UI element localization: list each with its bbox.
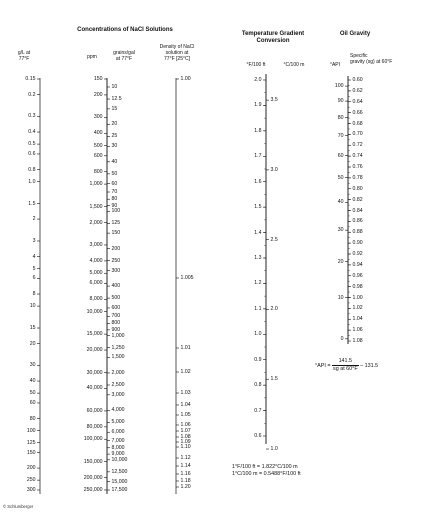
gl-tick-label: 100 [26, 427, 36, 434]
ppm-tick-label: 4,000 [89, 257, 103, 264]
api-tick-label: 30 [337, 227, 344, 234]
ppm-tick-label: 8,000 [89, 296, 103, 303]
ppm-tick-label: 400 [93, 130, 103, 137]
sg-tick-label: 1.04 [352, 316, 363, 323]
density-tick-label: 1.05 [180, 412, 191, 418]
grains-tick-label: 30 [111, 143, 118, 150]
f100-tick-label: 1.1 [254, 305, 262, 312]
api-tick-label: 50 [337, 174, 344, 181]
grains-tick-label: 17,500 [111, 487, 128, 493]
sg-tick-label: 0.94 [352, 261, 363, 268]
gl-tick-label: 0.2 [28, 91, 36, 98]
gl-tick-label: 40 [29, 378, 36, 385]
sg-tick-label: 1.02 [352, 305, 363, 312]
gl-tick-label: 2 [32, 216, 36, 223]
api-tick-label: 70 [337, 132, 344, 139]
oil-gravity-section-title: Oil Gravity [339, 31, 371, 37]
ppm-tick-label: 800 [93, 168, 103, 175]
grains-tick-label: 700 [111, 313, 121, 320]
api-tick-label: 60 [337, 152, 344, 159]
ppm-tick-label: 150 [93, 76, 103, 82]
ppm-tick-label: 500 [93, 142, 103, 149]
sg-tick-label: 0.66 [352, 109, 363, 116]
grains-header-line1: grains/gal [113, 50, 135, 56]
f100-tick-label: 1.7 [254, 153, 262, 160]
temperature-title-line1: Temperature Gradient [241, 31, 305, 37]
grains-tick-label: 150 [111, 230, 121, 237]
ppm-tick-label: 60,000 [86, 407, 103, 414]
sg-tick-label: 0.82 [352, 196, 363, 203]
grains-tick-label: 12,500 [111, 468, 128, 475]
sg-tick-label: 0.76 [352, 164, 363, 170]
grains-tick-label: 40 [111, 158, 118, 165]
f100-tick-label: 0.6 [254, 433, 262, 439]
grains-tick-label: 300 [111, 267, 121, 274]
formula-numerator: 141.5 [332, 358, 359, 366]
density-tick-label: 1.00 [180, 76, 191, 82]
f100-tick-label: 1.3 [254, 255, 262, 261]
grains-tick-label: 10 [111, 84, 118, 90]
ppm-tick-label: 100,000 [83, 436, 103, 443]
api-column-header: °API [329, 62, 341, 68]
grains-tick-label: 70 [111, 189, 118, 196]
density-tick-label: 1.14 [180, 463, 191, 469]
grains-tick-label: 90 [111, 202, 118, 209]
f100-tick-label: 1.6 [254, 178, 262, 185]
gl-header-line1: g/L at [17, 50, 31, 56]
ppm-tick-label: 1,000 [89, 181, 103, 188]
sg-tick-label: 1.08 [352, 338, 363, 344]
grains-tick-label: 4,000 [111, 407, 125, 414]
sg-tick-label: 0.64 [352, 98, 363, 105]
api-tick-label: 0 [340, 335, 344, 342]
formula-rhs: – 131.5 [360, 362, 379, 369]
sg-tick-label: 0.78 [352, 174, 363, 181]
ppm-tick-label: 3,000 [89, 241, 103, 248]
f100-tick-label: 1.8 [254, 127, 262, 134]
ppm-tick-label: 150,000 [83, 458, 103, 465]
gl-tick-label: 60 [29, 399, 36, 406]
f100ft-column-header: °F/100 ft [246, 62, 266, 68]
f100-tick-label: 0.7 [254, 407, 262, 414]
gl-tick-label: 0.3 [28, 113, 36, 120]
grains-tick-label: 125 [111, 220, 121, 227]
grains-tick-label: 400 [111, 283, 121, 290]
density-tick-label: 1.06 [180, 422, 191, 428]
sg-header-line1: Specific [350, 53, 368, 59]
grains-tick-label: 6,000 [111, 429, 125, 436]
f100-tick-label: 1.9 [254, 102, 262, 109]
c100-tick-label: 3.5 [270, 97, 278, 104]
grains-tick-label: 10,000 [111, 456, 128, 463]
density-tick-label: 1.01 [180, 345, 191, 351]
ppm-tick-label: 200 [93, 91, 103, 98]
ppm-tick-label: 40,000 [86, 385, 103, 392]
c100-tick-label: 1.0 [270, 446, 278, 453]
gl-tick-label: 300 [26, 487, 36, 493]
c100-tick-label: 2.0 [270, 306, 278, 313]
gl-tick-label: 0.6 [28, 150, 36, 157]
sg-tick-label: 0.80 [352, 185, 363, 192]
c100-tick-label: 1.5 [270, 376, 278, 383]
gl-tick-label: 250 [26, 477, 36, 484]
grains-tick-label: 2,500 [111, 381, 125, 388]
conversion-line2: 1°C/100 m = 0.5488°F/100 ft [232, 471, 301, 477]
api-tick-label: 100 [334, 83, 344, 90]
grains-tick-label: 50 [111, 170, 118, 177]
gl-tick-label: 200 [26, 465, 36, 472]
conversion-line1: 1°F/100 ft = 1.822°C/100 m [232, 464, 298, 470]
grains-tick-label: 250 [111, 257, 121, 264]
sg-header-line2: gravity (sg) at 60°F [350, 59, 393, 65]
ppm-tick-label: 2,000 [89, 219, 103, 226]
gl-tick-label: 1.0 [28, 178, 36, 185]
formula-lhs: °API = [315, 362, 331, 369]
api-tick-label: 80 [337, 114, 344, 121]
grains-tick-label: 1,000 [111, 332, 125, 339]
ppm-tick-label: 80,000 [86, 423, 103, 430]
conversion-notes [232, 464, 301, 478]
nacl-section-title: Concentrations of NaCl Solutions [77, 27, 173, 33]
grains-tick-label: 7,000 [111, 437, 125, 444]
gl-tick-label: 80 [29, 415, 36, 422]
ppm-tick-label: 200,000 [83, 474, 103, 481]
c100-tick-label: 3.0 [270, 166, 278, 173]
gl-tick-label: 50 [29, 390, 36, 397]
api-tick-label: 20 [337, 258, 344, 265]
grains-tick-label: 900 [111, 326, 121, 333]
f100-tick-label: 1.2 [254, 280, 262, 287]
formula-fraction [332, 358, 359, 373]
f100-tick-label: 0.8 [254, 382, 262, 389]
ppm-tick-label: 1,500 [89, 203, 103, 210]
density-header-line2: solution at [165, 50, 189, 56]
sg-tick-label: 0.86 [352, 218, 363, 225]
gl-tick-label: 150 [26, 449, 36, 456]
gl-tick-label: 5 [32, 265, 36, 272]
ppm-column-header: ppm [87, 54, 97, 60]
ppm-tick-label: 5,000 [89, 270, 103, 277]
api-tick-label: 40 [337, 199, 344, 206]
f100-tick-label: 0.9 [254, 356, 262, 363]
sg-tick-label: 0.68 [352, 120, 363, 127]
f100-tick-label: 1.0 [254, 331, 262, 338]
grains-tick-label: 3,000 [111, 391, 125, 398]
grains-tick-label: 8,000 [111, 444, 125, 451]
gl-tick-label: 0.15 [25, 76, 36, 82]
grains-tick-label: 500 [111, 295, 121, 302]
api-tick-label: 90 [337, 98, 344, 105]
f100-tick-label: 1.4 [254, 229, 262, 236]
f100-tick-label: 1.5 [254, 204, 262, 211]
api-tick-label: 10 [337, 294, 344, 301]
grains-tick-label: 20 [111, 121, 118, 128]
ppm-tick-label: 250,000 [83, 487, 103, 493]
grains-tick-label: 600 [111, 304, 121, 311]
grains-tick-label: 15 [111, 105, 118, 112]
temperature-title-line2: Conversion [256, 38, 290, 44]
grains-tick-label: 5,000 [111, 419, 125, 426]
ppm-tick-label: 600 [93, 152, 103, 159]
gl-tick-label: 1.5 [28, 200, 36, 207]
sg-tick-label: 0.70 [352, 131, 363, 138]
sg-tick-label: 0.88 [352, 229, 363, 236]
density-tick-label: 1.03 [180, 390, 191, 396]
grains-tick-label: 25 [111, 133, 118, 140]
grains-header-line2: at 77°F [115, 56, 133, 62]
gl-tick-label: 20 [29, 340, 36, 347]
gl-tick-label: 15 [29, 325, 36, 331]
grains-tick-label: 80 [111, 196, 118, 203]
density-tick-label: 1.20 [180, 484, 191, 490]
ppm-tick-label: 300 [93, 114, 103, 121]
gl-tick-label: 0.8 [28, 166, 36, 173]
ppm-tick-label: 6,000 [89, 280, 103, 287]
grains-tick-label: 15,000 [111, 478, 128, 485]
ppm-tick-label: 15,000 [86, 331, 103, 338]
api-formula [315, 358, 378, 373]
f100-tick-label: 2.0 [254, 77, 262, 83]
grains-tick-label: 60 [111, 180, 118, 187]
ppm-tick-label: 30,000 [86, 369, 103, 376]
sg-tick-label: 1.00 [352, 294, 363, 301]
grains-tick-label: 9,000 [111, 451, 125, 458]
grains-tick-label: 1,250 [111, 344, 125, 351]
gl-tick-label: 6 [32, 275, 36, 282]
sg-tick-label: 0.60 [352, 77, 363, 83]
grains-tick-label: 100 [111, 208, 121, 215]
density-tick-label: 1.12 [180, 455, 191, 461]
density-tick-label: 1.07 [180, 428, 191, 434]
sg-tick-label: 0.92 [352, 251, 363, 257]
gl-header-line2: 77°F [18, 56, 30, 62]
sg-tick-label: 0.90 [352, 240, 363, 247]
sg-tick-label: 0.96 [352, 272, 363, 279]
formula-denominator: sg at 60°F [333, 366, 358, 372]
sg-tick-label: 0.62 [352, 87, 363, 94]
density-tick-label: 1.02 [180, 369, 191, 375]
sg-tick-label: 0.74 [352, 153, 363, 160]
density-tick-label: 1.09 [180, 439, 191, 445]
density-tick-label: 1.16 [180, 471, 191, 477]
density-tick-label: 1.18 [180, 478, 191, 484]
sg-tick-label: 1.06 [352, 327, 363, 334]
sg-tick-label: 0.98 [352, 283, 363, 290]
gl-tick-label: 30 [29, 362, 36, 369]
copyright-text: © Schlumberger [3, 504, 34, 509]
density-tick-label: 1.04 [180, 402, 191, 408]
density-tick-label: 1.005 [180, 275, 194, 281]
c100m-column-header: °C/100 m [283, 62, 305, 68]
sg-tick-label: 0.84 [352, 207, 363, 214]
ppm-tick-label: 10,000 [86, 308, 103, 315]
c100-tick-label: 2.5 [270, 236, 278, 243]
density-header-line3: 77°F [25°C] [164, 56, 190, 62]
gl-tick-label: 0.4 [28, 129, 36, 136]
gl-tick-label: 10 [29, 303, 36, 310]
gl-tick-label: 4 [32, 253, 36, 260]
gl-tick-label: 125 [26, 439, 36, 446]
grains-tick-label: 12.5 [111, 96, 122, 103]
gl-tick-label: 3 [32, 237, 36, 244]
density-header-line1: Density of NaCl [159, 44, 195, 50]
density-tick-label: 1.10 [180, 444, 191, 450]
grains-tick-label: 800 [111, 320, 121, 327]
sg-tick-label: 0.72 [352, 142, 363, 149]
gl-tick-label: 8 [32, 291, 36, 298]
gl-tick-label: 0.5 [28, 141, 36, 148]
grains-tick-label: 200 [111, 245, 121, 252]
grains-tick-label: 2,000 [111, 369, 125, 376]
density-tick-label: 1.08 [180, 434, 191, 440]
grains-tick-label: 1,500 [111, 354, 125, 361]
ppm-tick-label: 20,000 [86, 347, 103, 354]
